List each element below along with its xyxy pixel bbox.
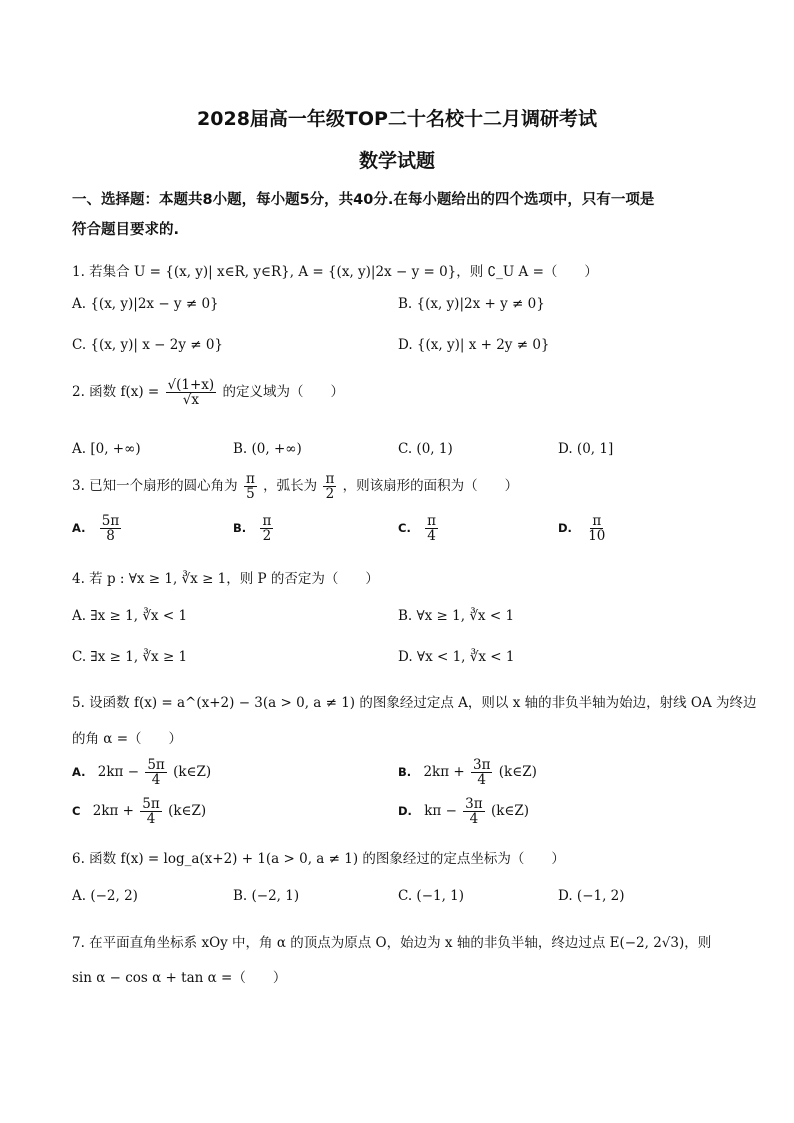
- q3-d-num: π: [592, 513, 602, 529]
- q3-frac2-den: 2: [325, 486, 335, 503]
- q2-option-c: C. (0, 1): [398, 441, 453, 457]
- q3-fraction-arc: [323, 472, 336, 501]
- q1-option-a: A. {(x, y)|2x − y ≠ 0}: [72, 296, 219, 312]
- q2-fraction: [166, 378, 217, 407]
- question-4-stem: 4. 若 p : ∀x ≥ 1, ∛x ≥ 1，则 P 的否定为（ ）: [72, 571, 379, 587]
- q5-c-num: 5π: [142, 796, 160, 812]
- q5-option-b: [398, 758, 537, 787]
- q3-a-label: A.: [72, 521, 86, 536]
- q2-frac-denominator: √x: [182, 392, 199, 409]
- q4-option-c: C. ∃x ≥ 1, ∛x ≥ 1: [72, 649, 188, 665]
- q5-d-post: (k∈Z): [490, 803, 530, 820]
- q5-a-num: 5π: [147, 757, 165, 773]
- q3-stem-prefix: 3. 已知一个扇形的圆心角为: [72, 478, 238, 495]
- q5-c-post: (k∈Z): [168, 803, 207, 820]
- q3-option-c: [398, 514, 440, 543]
- section-instructions-line1: 一、选择题：本题共8小题，每小题5分，共40分.在每小题给出的四个选项中，只有一项是: [72, 192, 655, 208]
- q5-b-pre: 2kπ +: [423, 764, 465, 781]
- q3-c-num: π: [427, 513, 436, 529]
- q5-d-label: D.: [398, 804, 412, 819]
- q5-a-label: A.: [72, 765, 86, 780]
- q1-option-c: C. {(x, y)| x − 2y ≠ 0}: [72, 337, 224, 353]
- q4-option-a: A. ∃x ≥ 1, ∛x < 1: [72, 608, 188, 624]
- q3-option-d: [558, 514, 609, 543]
- q1-option-b: B. {(x, y)|2x + y ≠ 0}: [398, 296, 545, 312]
- q5-option-a: [72, 758, 211, 787]
- q3-b-num: π: [262, 513, 272, 529]
- q5-b-label: B.: [398, 765, 412, 780]
- q5-b-num: 3π: [472, 757, 491, 773]
- q3-b-label: B.: [233, 521, 247, 536]
- q1-option-d: D. {(x, y)| x + 2y ≠ 0}: [398, 337, 550, 353]
- q3-d-label: D.: [558, 521, 572, 536]
- q6-option-d: D. (−1, 2): [558, 888, 625, 904]
- q5-a-post: (k∈Z): [173, 764, 212, 781]
- q5-c-pre: 2kπ +: [92, 803, 134, 820]
- q3-stem-mid: ，弧长为: [263, 478, 318, 495]
- q2-frac-numerator: √(1+x): [167, 377, 215, 393]
- q5-d-num: 3π: [465, 796, 483, 812]
- q5-a-pre: 2kπ −: [97, 764, 140, 781]
- exam-title: 2028届高一年级TOP二十名校十二月调研考试: [197, 108, 597, 130]
- q2-stem-prefix: 2. 函数 f(x) =: [72, 384, 160, 401]
- q3-frac1-num: π: [245, 471, 255, 487]
- q5-d-den: 4: [469, 811, 479, 828]
- q5-d-pre: kπ −: [424, 803, 457, 820]
- section-instructions-line2: 符合题目要求的.: [72, 222, 180, 238]
- q2-option-a: A. [0, +∞): [72, 441, 141, 457]
- q3-frac2-num: π: [325, 471, 335, 487]
- question-5-stem-line1: 5. 设函数 f(x) = a^(x+2) − 3(a > 0, a ≠ 1) 的图象经过定点 A，则以 x 轴的非负半轴为始边，射线 OA 为终边: [72, 695, 757, 711]
- q5-a-den: 4: [151, 772, 161, 789]
- q3-option-b: [233, 514, 275, 543]
- question-7-stem-line2: sin α − cos α + tan α =（ ）: [72, 970, 287, 986]
- q5-c-den: 4: [146, 811, 156, 828]
- q6-option-c: C. (−1, 1): [398, 888, 465, 904]
- q3-c-den: 4: [427, 528, 436, 545]
- q3-b-den: 2: [262, 528, 272, 545]
- exam-subtitle: 数学试题: [358, 150, 435, 172]
- q5-option-d: [398, 797, 529, 826]
- question-6-stem: 6. 函数 f(x) = log_a(x+2) + 1(a > 0, a ≠ 1) 的图象经过的定点坐标为（ ）: [72, 851, 565, 867]
- q5-option-c: [72, 797, 206, 826]
- q3-stem-suffix: ，则该扇形的面积为（ ）: [342, 478, 519, 495]
- q6-option-a: A. (−2, 2): [72, 888, 138, 904]
- q3-option-a: [72, 514, 123, 543]
- q5-b-den: 4: [477, 772, 487, 789]
- q4-option-d: D. ∀x < 1, ∛x < 1: [398, 649, 515, 665]
- q3-a-num: 5π: [101, 513, 120, 529]
- q2-option-b: B. (0, +∞): [233, 441, 302, 457]
- question-5-stem-line2: 的角 α =（ ）: [72, 731, 183, 747]
- question-1-stem: 1. 若集合 U = {(x, y)| x∈R, y∈R}, A = {(x, y)|2x − y = 0}，则 ∁_U A =（ ）: [72, 264, 598, 280]
- q3-a-den: 8: [106, 528, 115, 545]
- q6-option-b: B. (−2, 1): [233, 888, 300, 904]
- q4-option-b: B. ∀x ≥ 1, ∛x < 1: [398, 608, 515, 624]
- q3-frac1-den: 5: [246, 486, 255, 503]
- q3-d-den: 10: [588, 528, 606, 545]
- q2-stem-suffix: 的定义域为（ ）: [222, 384, 344, 401]
- q5-c-label: C: [72, 804, 81, 819]
- q3-c-label: C.: [398, 521, 411, 536]
- question-2-stem: [72, 378, 344, 407]
- question-3-stem: [72, 472, 518, 501]
- q2-option-d: D. (0, 1]: [558, 441, 614, 457]
- q3-fraction-angle: [244, 472, 257, 501]
- question-7-stem-line1: 7. 在平面直角坐标系 xOy 中，角 α 的顶点为原点 O，始边为 x 轴的非负半轴，终边过点 E(−2, 2√3)，则: [72, 935, 712, 951]
- q5-b-post: (k∈Z): [498, 764, 537, 781]
